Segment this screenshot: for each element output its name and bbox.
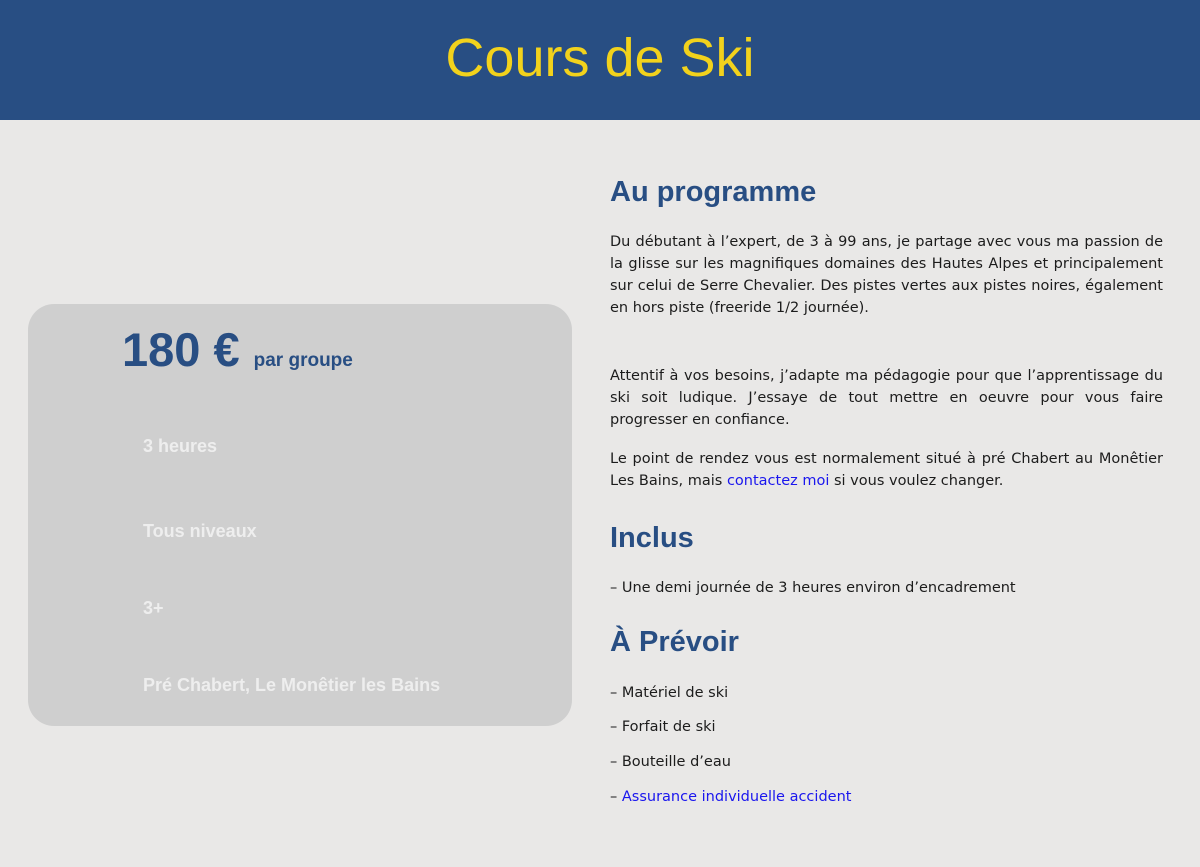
level-text: Tous niveaux — [143, 521, 257, 541]
price-card — [28, 304, 572, 726]
assurance-dash: – — [610, 789, 622, 805]
location-text: Pré Chabert, Le Monêtier les Bains — [143, 675, 441, 695]
prevoir-item-materiel: – Matériel de ski — [610, 685, 729, 701]
duration-text: 3 heures — [143, 436, 218, 456]
paragraph-3-text-end: si vous voulez changer. — [829, 473, 1004, 489]
inclus-item: – Une demi journée de 3 heures environ d’encadrement — [610, 580, 1016, 596]
programme-heading: Au programme — [610, 176, 817, 208]
site-header — [0, 0, 1200, 120]
programme-paragraph-2: Attentif à vos besoins, j’adapte ma pédagogie pour que l’apprentissage du ski soit ludique. J’essaye de tout mettre en oeuvre pour vous faire progresser en confiance. — [610, 368, 1163, 428]
paragraph-3-text-start: Le point de rendez vous est normalement situé à pré Chabert au Monêtier Les Bains, mais — [610, 451, 1163, 489]
price-block — [122, 322, 353, 377]
price-unit: par groupe — [253, 350, 353, 371]
page-title: Cours de Ski — [445, 28, 755, 88]
programme-paragraph-1: Du débutant à l’expert, de 3 à 99 ans, je partage avec vous ma passion de la glisse sur les magnifiques domaines des Hautes Alpes et principalement sur celui de Serre Chevalier. Des pistes vertes aux pistes noires, également en hors piste (freeride 1/2 journée). — [610, 234, 1163, 316]
prevoir-item-forfait: – Forfait de ski — [610, 719, 716, 735]
price-amount: 180 € — [122, 323, 240, 376]
assurance-link[interactable]: Assurance individuelle accident — [621, 789, 852, 805]
inclus-heading: Inclus — [610, 522, 694, 554]
prevoir-item-assurance — [610, 786, 1163, 808]
prevoir-heading: À Prévoir — [610, 626, 739, 658]
age-text: 3+ — [143, 598, 164, 618]
programme-paragraph-3 — [610, 448, 1163, 492]
contact-link[interactable]: contactez moi — [726, 473, 830, 489]
prevoir-item-eau: – Bouteille d’eau — [610, 754, 731, 770]
